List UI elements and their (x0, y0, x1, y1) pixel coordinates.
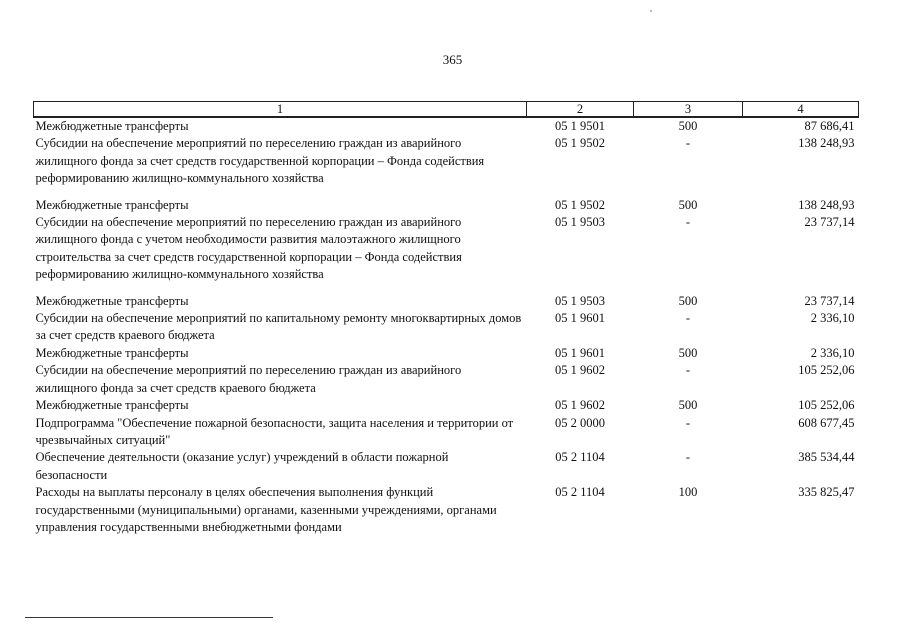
table-row (34, 293, 859, 310)
budget-table (33, 101, 859, 536)
table-row (34, 397, 859, 414)
page-number: 365 (442, 52, 463, 67)
column-header-code: 2 (527, 102, 634, 118)
row-code: 05 2 1104 (555, 485, 605, 500)
table-row (34, 345, 859, 362)
row-code: 05 1 9502 (555, 197, 605, 212)
table-row (34, 135, 859, 196)
table-row (34, 214, 859, 293)
row-name: Межбюджетные трансферты (35, 293, 189, 308)
row-code: 05 1 9601 (555, 345, 605, 360)
table-row (34, 362, 859, 397)
column-header-type: 3 (634, 102, 743, 118)
row-code: 05 1 9501 (555, 119, 605, 133)
row-expense-type: 500 (678, 293, 698, 308)
row-name: Межбюджетные трансферты (35, 197, 189, 212)
row-amount: 2 336,10 (810, 311, 855, 326)
row-expense-type: 500 (678, 345, 698, 360)
column-header-name: 1 (34, 102, 527, 118)
row-amount: 23 737,14 (804, 293, 855, 308)
row-amount: 105 252,06 (798, 363, 855, 378)
row-amount: 138 248,93 (798, 136, 855, 151)
row-expense-type: - (685, 363, 691, 378)
table-body (34, 117, 859, 536)
row-name: Субсидии на обеспечение мероприятий по капитальному ремонту многоквартирных домов за счет средств краевого бюджета (35, 311, 522, 343)
row-name: Подпрограмма "Обеспечение пожарной безопасности, защита населения и территории от чрезвычайных ситуаций" (35, 415, 514, 447)
row-amount: 138 248,93 (798, 197, 855, 212)
scan-artifact (650, 10, 652, 12)
row-name: Межбюджетные трансферты (35, 119, 189, 133)
row-amount: 385 534,44 (798, 450, 855, 465)
row-name: Субсидии на обеспечение мероприятий по переселению граждан из аварийного жилищного фонда за счет средств краевого бюджета (35, 363, 462, 395)
row-name: Межбюджетные трансферты (35, 345, 189, 360)
row-code: 05 1 9601 (555, 311, 605, 326)
row-expense-type: 500 (678, 119, 698, 133)
row-expense-type: - (685, 311, 691, 326)
table-row (34, 310, 859, 345)
row-amount: 23 737,14 (804, 215, 855, 230)
table-row (34, 197, 859, 214)
footnote-separator (25, 617, 273, 618)
row-amount: 335 825,47 (798, 485, 855, 500)
row-amount: 87 686,41 (804, 119, 855, 133)
table-row (34, 449, 859, 484)
row-name: Субсидии на обеспечение мероприятий по переселению граждан из аварийного жилищного фонда с учетом необходимости развития малоэтажного жилищного строительства за счет средств государственной корпорации – Фонда содействия реформированию жилищно-коммунального хозяйства (35, 215, 462, 282)
table-header-row (34, 102, 859, 118)
row-name: Обеспечение деятельности (оказание услуг) учреждений в области пожарной безопасности (35, 450, 449, 482)
table-row (34, 484, 859, 536)
row-name: Расходы на выплаты персоналу в целях обеспечения выполнения функций государственными (муниципальными) органами, казенными учреждениями, органами управления государственными внебюджетными фондами (35, 485, 497, 534)
row-name: Межбюджетные трансферты (35, 398, 189, 413)
row-expense-type: - (685, 136, 691, 151)
row-expense-type: 500 (678, 398, 698, 413)
row-code: 05 2 0000 (555, 415, 605, 430)
row-code: 05 2 1104 (555, 450, 605, 465)
row-amount: 105 252,06 (798, 398, 855, 413)
row-code: 05 1 9602 (555, 398, 605, 413)
row-code: 05 1 9602 (555, 363, 605, 378)
row-code: 05 1 9503 (555, 215, 605, 230)
row-expense-type: - (685, 415, 691, 430)
row-amount: 2 336,10 (810, 345, 855, 360)
row-expense-type: 100 (678, 485, 698, 500)
row-expense-type: - (685, 450, 691, 465)
row-expense-type: 500 (678, 197, 698, 212)
table-row (34, 117, 859, 135)
row-expense-type: - (685, 215, 691, 230)
row-code: 05 1 9502 (555, 136, 605, 151)
row-code: 05 1 9503 (555, 293, 605, 308)
table-row (34, 415, 859, 450)
row-amount: 608 677,45 (798, 415, 855, 430)
row-name: Субсидии на обеспечение мероприятий по переселению граждан из аварийного жилищного фонда за счет средств государственной корпорации – Фонда содействия реформированию жилищно-коммунального хозяйства (35, 136, 485, 186)
column-header-amount: 4 (743, 102, 859, 118)
